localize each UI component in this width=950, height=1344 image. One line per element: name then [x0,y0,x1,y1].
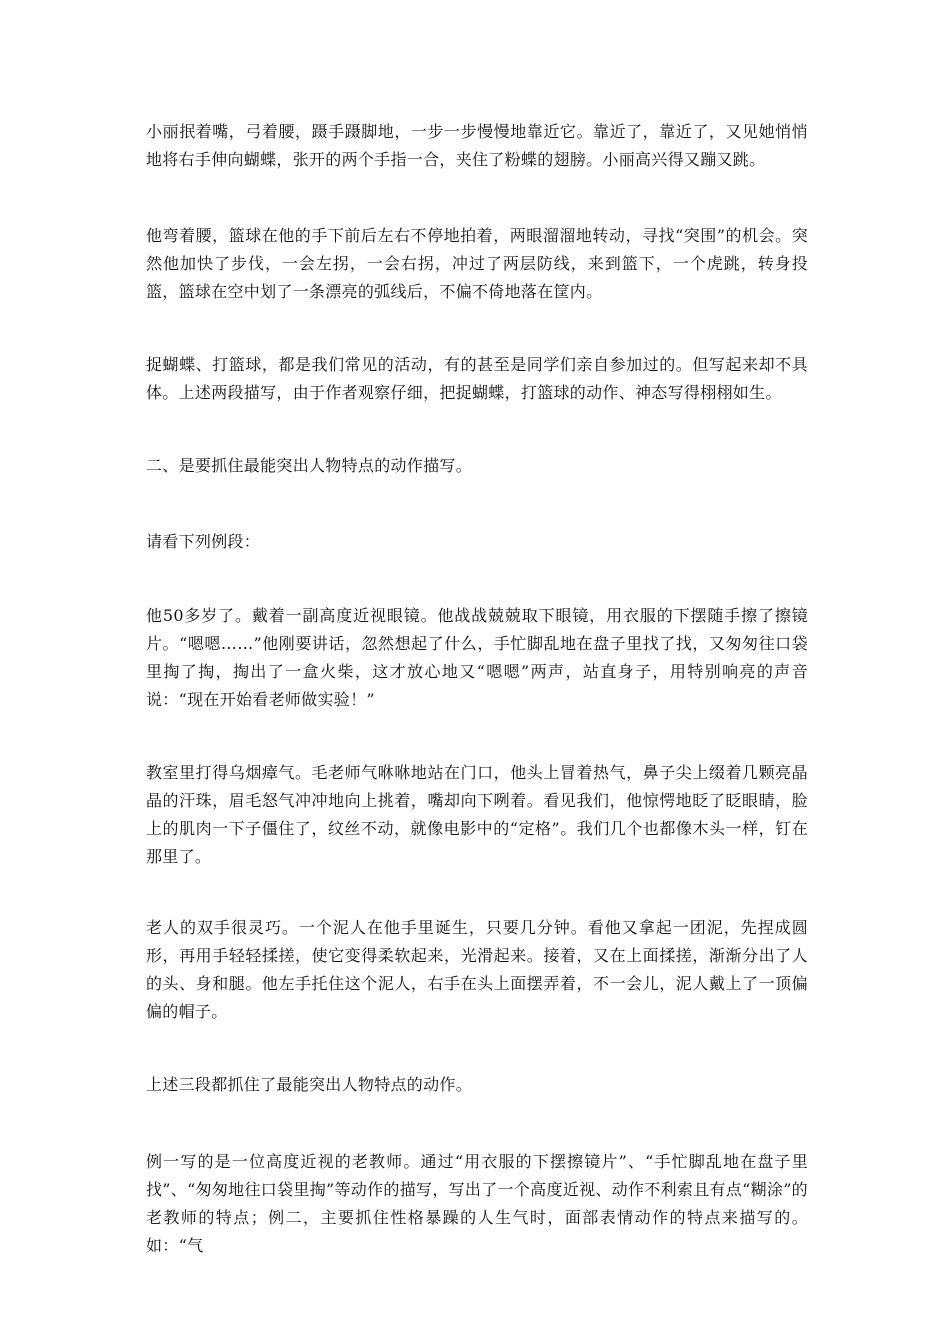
paragraph-analysis: 例一写的是一位高度近视的老教师。通过“用衣服的下摆擦镜片”、“手忙脚乱地在盘子里找”、“匆匆地往口袋里掏”等动作的描写，写出了一个高度近视、动作不利索且有点“糊涂”的老教师的特点；例二，主要抓住性格暴躁的人生气时，面部表情动作的特点来描写的。如：“气 [146,1152,808,1255]
paragraph-butterfly: 小丽抿着嘴，弓着腰，蹑手蹑脚地，一步一步慢慢地靠近它。靠近了，靠近了，又见她悄悄地将右手伸向蝴蝶，张开的两个手指一合，夹住了粉蝶的翅膀。小丽高兴得又蹦又跳。 [146,122,808,169]
paragraph-intro: 请看下列例段： [146,532,261,551]
paragraph-example-mao: 教室里打得乌烟瘴气。毛老师气咻咻地站在门口，他头上冒着热气，鼻子尖上缀着几颗亮晶晶的汗珠，眉毛怒气冲冲地向上挑着，嘴却向下咧着。看见我们，他惊愕地眨了眨眼睛，脸上的肌肉一下子僵住了，纹丝不动，就像电影中的“定格”。我们几个也都像木头一样，钉在那里了。 [146,763,808,866]
paragraph-commentary: 捉蝴蝶、打篮球，都是我们常见的活动，有的甚至是同学们亲自参加过的。但写起来却不具体。上述两段描写，由于作者观察仔细，把捉蝴蝶，打篮球的动作、神态写得栩栩如生。 [146,355,808,402]
paragraph-basketball: 他弯着腰，篮球在他的手下前后左右不停地拍着，两眼溜溜地转动，寻找“突围”的机会。突然他加快了步伐，一会左拐，一会右拐，冲过了两层防线，来到篮下，一个虎跳，转身投篮，篮球在空中划了一条漂亮的弧线后，不偏不倚地落在筐内。 [146,226,808,301]
paragraph-summary: 上述三段都抓住了最能突出人物特点的动作。 [146,1075,473,1094]
paragraph-example-teacher: 他50多岁了。戴着一副高度近视眼镜。他战战兢兢取下眼镜，用衣服的下摆随手擦了擦镜片。“嗯嗯……”他刚要讲话，忽然想起了什么，手忙脚乱地在盘子里找了找，又匆匆往口袋里掏了掏，掏出了一盒火柴，这才放心地又“嗯嗯”两声，站直身子，用特别响亮的声音说：“现在开始看老师做实验！” [146,606,808,709]
paragraph-example-clay: 老人的双手很灵巧。一个泥人在他手里诞生，只要几分钟。看他又拿起一团泥，先捏成圆形，再用手轻轻揉搓，使它变得柔软起来，光滑起来。接着，又在上面揉搓，渐渐分出了人的头、身和腿。他左手托住这个泥人，右手在头上面摆弄着，不一会儿，泥人戴上了一顶偏偏的帽子。 [146,918,808,1021]
section-heading: 二、是要抓住最能突出人物特点的动作描写。 [146,456,473,475]
